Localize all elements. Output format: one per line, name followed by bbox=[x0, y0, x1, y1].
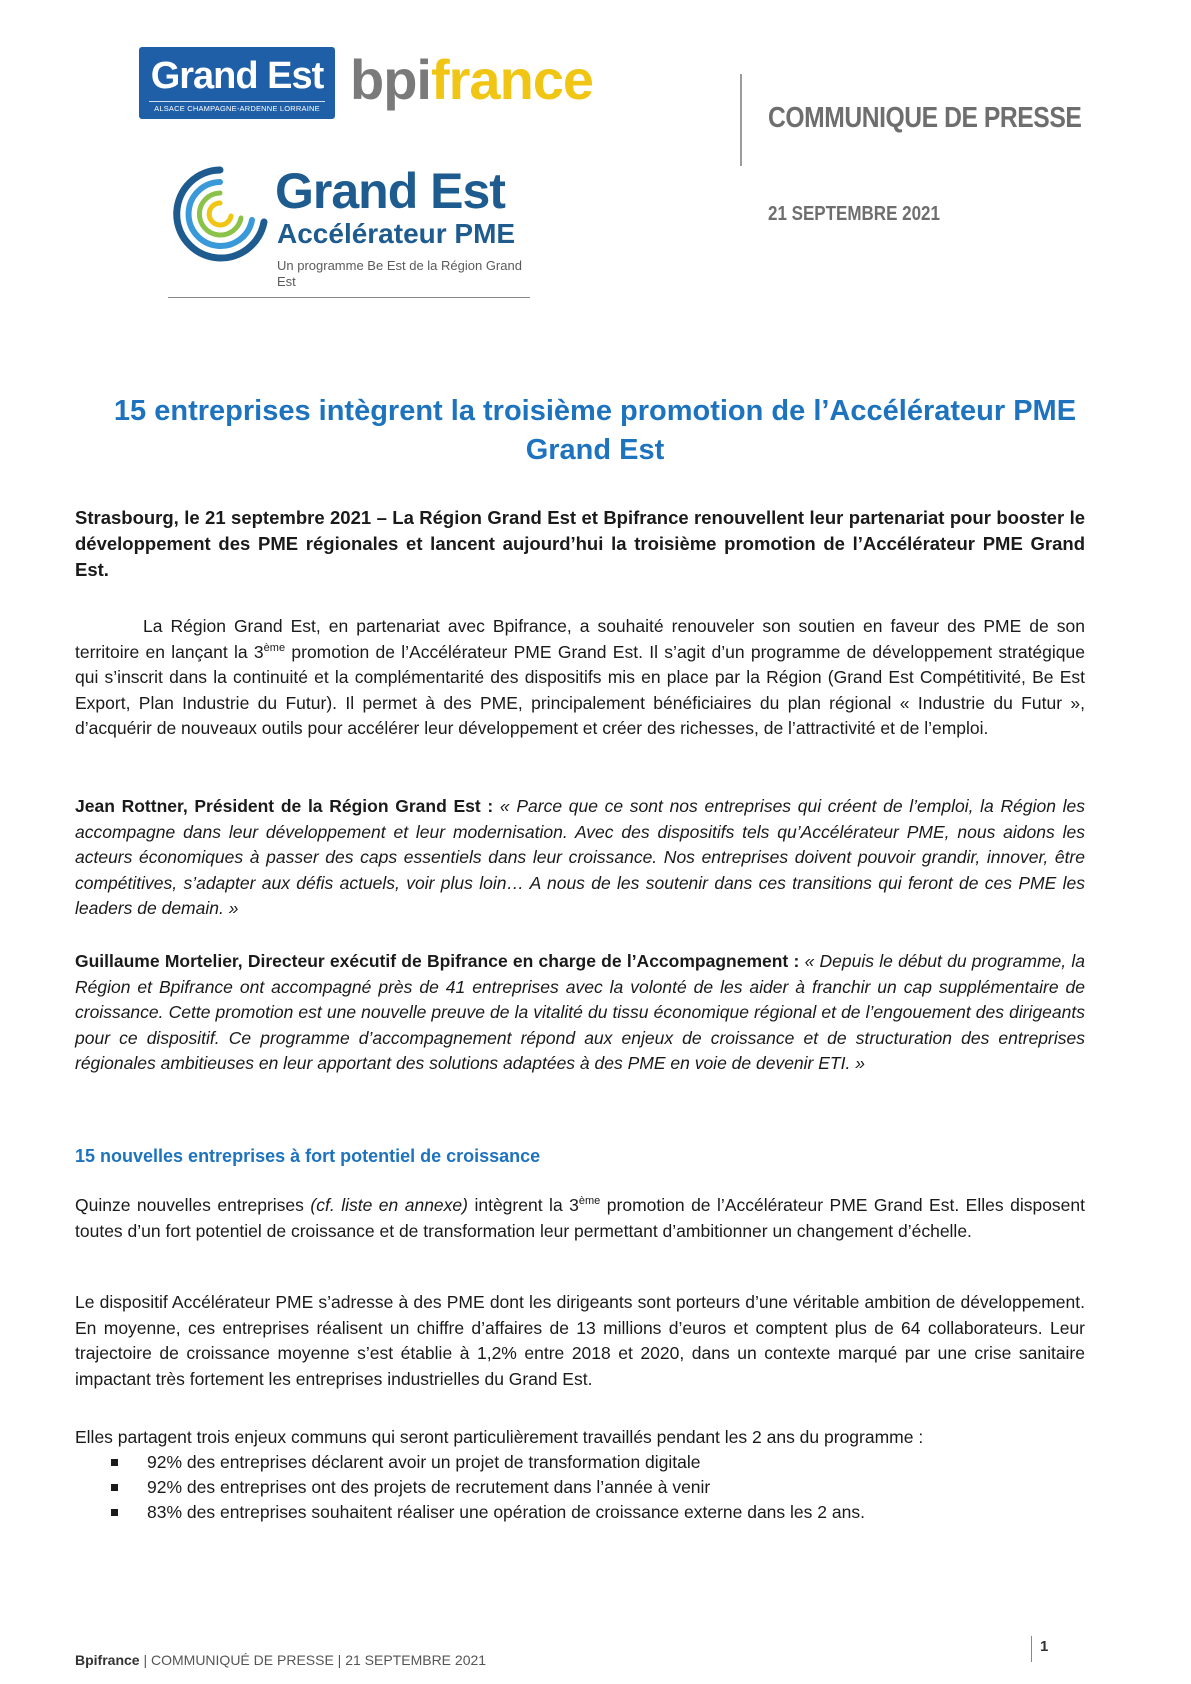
bullet-square-icon bbox=[111, 1509, 118, 1516]
companies-sup: ème bbox=[578, 1195, 601, 1207]
enjeux-text: Elles partagent trois enjeux communs qui seront particulièrement travaillés pendant les 2 ans du programme : bbox=[75, 1427, 924, 1447]
companies-text-before: Quinze nouvelles entreprises bbox=[75, 1195, 311, 1215]
accelerateur-logo-line3: Un programme Be Est de la Région Grand Est bbox=[277, 258, 522, 289]
list-item: 83% des entreprises souhaitent réaliser une opération de croissance externe dans les 2 ans. bbox=[75, 1500, 1085, 1525]
accelerateur-logo-line2: Accélérateur PME bbox=[277, 218, 516, 249]
quote-rottner-speaker: Jean Rottner, Président de la Région Grand Est : bbox=[75, 796, 494, 816]
quote-mortelier-text: « Depuis le début du programme, la Région et Bpifrance ont accompagné près de 41 entreprises avec la volonté de les aider à franchir un cap supplémentaire de croissance. Cette promotion est une nouvelle preuve de la vitalité du tissu économique régional et de l’engouement des dirigeants pour ce dispositif. Ce programme d’accompagnement répond aux enjeux de croissance et de structuration des entreprises régionales ambitieuses en leur apportant des solutions adaptées à des PME en voie de devenir ETI. » bbox=[75, 951, 1085, 1073]
grand-est-logo bbox=[139, 47, 335, 119]
page-number: 1 bbox=[1040, 1638, 1049, 1655]
grand-est-logo-name: Grand Est bbox=[150, 55, 324, 97]
header-divider bbox=[740, 74, 742, 166]
intro-text-after: promotion de l’Accélérateur PME Grand Est. Il s’agit d’un programme de développement stratégique qui s’inscrit dans la continuité et la complémentarité des dispositifs mis en place par la Région (Grand Est Compétitivité, Be Est Export, Plan Industrie du Futur). Il permet à des PME, principalement bénéficiaires du plan régional « Industrie du Futur », d’acquérir de nouveaux outils pour accélérer leur développement et créer des richesses, de l’attractivité et de l’emploi. bbox=[75, 641, 1085, 738]
quote-mortelier bbox=[75, 949, 1085, 1077]
list-item: 92% des entreprises déclarent avoir un projet de transformation digitale bbox=[75, 1450, 1085, 1475]
enjeux-list bbox=[75, 1450, 1085, 1525]
footer-text: | COMMUNIQUÉ DE PRESSE | 21 SEPTEMBRE 2021 bbox=[139, 1652, 487, 1668]
companies-text-after: promotion de l’Accélérateur PME Grand Est. Elles disposent toutes d’un fort potentiel de croissance et de transformation leur permettant d’ambitionner un changement d’échelle. bbox=[75, 1195, 1086, 1241]
list-item: 92% des entreprises ont des projets de recrutement dans l’année à venir bbox=[75, 1475, 1085, 1500]
accelerateur-swirl-icon bbox=[168, 162, 273, 267]
logo-divider bbox=[168, 297, 530, 298]
quote-mortelier-speaker: Guillaume Mortelier, Directeur exécutif de Bpifrance en charge de l’Accompagnement : bbox=[75, 951, 800, 971]
companies-annex-ref: (cf. liste en annexe) bbox=[310, 1195, 468, 1215]
dispositif-paragraph bbox=[75, 1290, 1085, 1392]
bpifrance-logo bbox=[350, 46, 600, 114]
grand-est-logo-tagline: ALSACE CHAMPAGNE-ARDENNE LORRAINE bbox=[149, 101, 325, 114]
footer-brand: Bpifrance bbox=[75, 1652, 140, 1668]
accelerateur-logo-line1: Grand Est bbox=[275, 163, 505, 219]
intro-text-before: La Région Grand Est, en partenariat avec Bpifrance, a souhaité renouveler son soutien en faveur des PME de son territoire en lançant la 3 bbox=[75, 616, 1085, 662]
page-number-divider bbox=[1031, 1636, 1032, 1662]
intro-paragraph bbox=[75, 614, 1085, 742]
page-footer bbox=[75, 1652, 486, 1668]
quote-rottner bbox=[75, 794, 1085, 922]
page-title: 15 entreprises intègrent la troisième promotion de l’Accélérateur PME Grand Est bbox=[113, 395, 1077, 466]
companies-paragraph bbox=[75, 1193, 1085, 1244]
dispositif-text: Le dispositif Accélérateur PME s’adresse à des PME dont les dirigeants sont porteurs d’une véritable ambition de développement. En moyenne, ces entreprises réalisent un chiffre d’affaires de 13 millions d’euros et comptent plus de 64 collaborateurs. Leur trajectoire de croissance moyenne s’est établie à 1,2% entre 2018 et 2020, dans un contexte marqué par une crise sanitaire impactant très fortement les entreprises industrielles du Grand Est. bbox=[75, 1292, 1085, 1389]
quote-rottner-text: « Parce que ce sont nos entreprises qui créent de l’emploi, la Région les accompagne dans leur développement et leur modernisation. Avec des dispositifs tels qu’Accélérateur PME, nous aidons les acteurs économiques à passer des caps essentiels dans leur croissance. Nos entreprises doivent pouvoir grandir, innover, être compétitives, s’adapter aux défis actuels, voir plus loin… A nous de les soutenir dans ces transitions qui feront de ces PME les leaders de demain. » bbox=[75, 796, 1085, 918]
intro-sup: ème bbox=[263, 641, 286, 654]
header-date: 21 SEPTEMBRE 2021 bbox=[768, 203, 940, 225]
header-title: COMMUNIQUE DE PRESSE bbox=[768, 102, 1082, 134]
lead-text: Strasbourg, le 21 septembre 2021 – La Région Grand Est et Bpifrance renouvellent leur partenariat pour booster le développement des PME régionales et lancent aujourd’hui la troisième promotion de l’Accélérateur PME Grand Est. bbox=[75, 507, 1085, 580]
bullet-square-icon bbox=[111, 1484, 118, 1491]
section-heading: 15 nouvelles entreprises à fort potentiel de croissance bbox=[75, 1146, 541, 1166]
lead-paragraph bbox=[75, 505, 1085, 583]
enjeux-paragraph bbox=[75, 1425, 1085, 1451]
companies-text-middle: intègrent la 3 bbox=[467, 1195, 579, 1215]
bpifrance-logo-bpi: bpi bbox=[350, 48, 431, 111]
bpifrance-logo-france: france bbox=[430, 48, 594, 111]
accelerateur-pme-logo bbox=[168, 162, 538, 302]
bullet-square-icon bbox=[111, 1459, 118, 1466]
